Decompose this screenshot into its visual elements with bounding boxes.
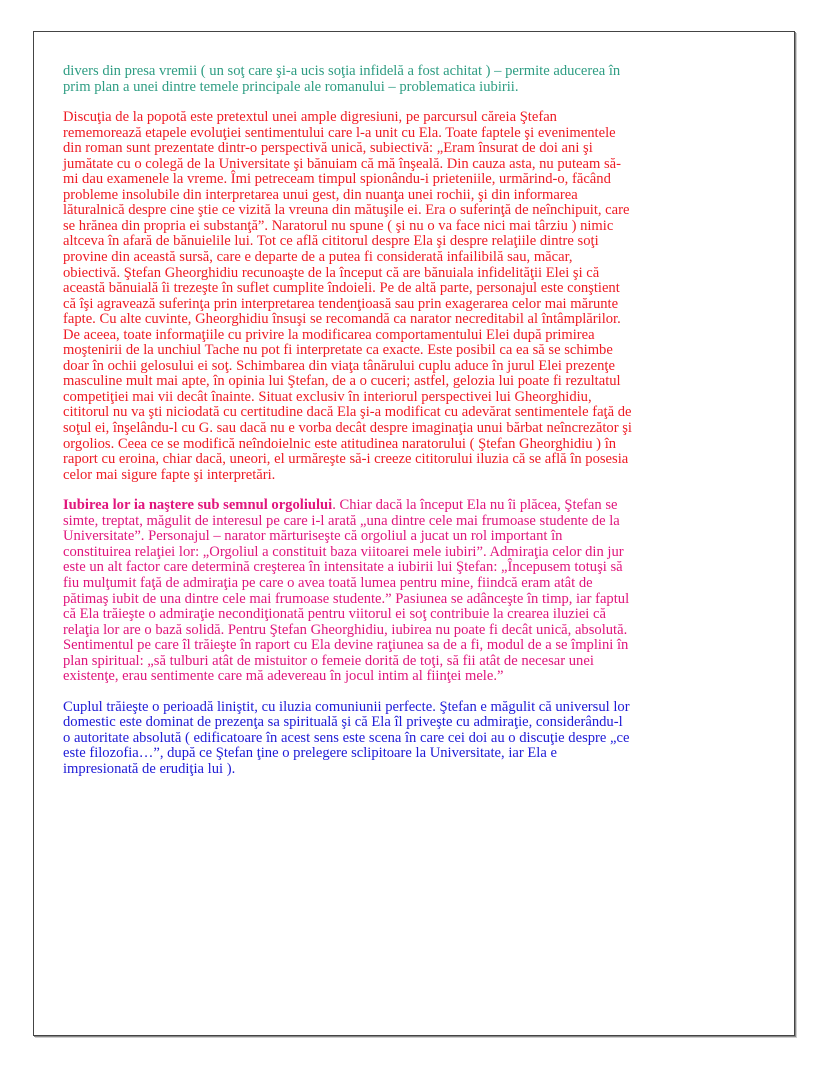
text-line: probleme insolubile din interpretarea unui gest, din nuanţa unei rochii, şi din informarea (63, 186, 578, 203)
text-line: relaţia lor are o bază solidă. Pentru Ştefan Gheorghidiu, iubirea nu poate fi decât unică, absolută. (63, 621, 628, 638)
text-line: competiţiei mai vii decât înainte. Situat exclusiv în interiorul perspectivei lui Gheorghidiu, (63, 388, 592, 405)
text-line: provine din această sursă, care e departe de a putea fi considerată infailibilă sau, măcar, (63, 249, 573, 266)
text-line: mi dau examenele la vreme. Îmi petreceam timpul spionându-i prieteniile, urmărind-o, făcând (63, 171, 611, 188)
text-line: domestic este dominat de prezenţa sa spirituală şi că Ela îl priveşte cu admiraţie, considerându-l (63, 714, 623, 731)
paragraph-press-divers (63, 64, 728, 95)
text-line: din roman sunt prezentate dintr-o perspectivă unică, subiectivă: „Eram însurat de doi ani şi (63, 140, 593, 157)
text-line: simte, treptat, măgulit de interesul pe care i-l arată „una dintre cele mai frumoase studente de la (63, 512, 620, 529)
text-line: este un alt factor care determină creşterea în intensitate a iubirii lui Ştefan: „Începusem totuşi să (63, 559, 623, 576)
text-line: este filozofia…”, după ce Ştefan ţine o prelegere sclipitoare la Universitate, iar Ela e (63, 745, 557, 762)
text-line: prim plan a unei dintre temele principale ale romanului – problematica iubirii. (63, 78, 519, 95)
text-line: masculine mult mai apte, în opinia lui Ştefan, de a o cuceri; astfel, gelozia lui poate fi rezultatul (63, 373, 621, 390)
text-line: raport cu eroina, chiar dacă, uneori, el urmăreşte să-i creeze cititorului iluzia că se află în posesia (63, 451, 629, 468)
text-line: impresionată de erudiţia lui ). (63, 760, 236, 777)
text-line: celor mai sigure fapte şi interpretări. (63, 466, 276, 483)
text-line: altceva în afară de bănuielile lui. Tot ce află cititorul despre Ela şi despre relaţiile dintre soţi (63, 233, 599, 250)
paragraph-love-pride (63, 498, 728, 685)
text-line: plan spiritual: „să tulburi atât de mistuitor o femeie dorită de toţi, să fii atât de necesar unei (63, 652, 594, 669)
text-line: Universitate”. Personajul – narator mărturiseşte că orgoliul a jucat un rol important în (63, 528, 563, 545)
text-line: o autoritate absolută ( edificatoare în acest sens este scena în care cei doi au o discuţie despre „ce (63, 729, 630, 746)
text-line: că Ela trăieşte o admiraţie necondiţionată pentru viitorul ei soţ contribuie la crearea iluziei că (63, 606, 606, 623)
text-line: fapte. Cu alte cuvinte, Gheorghidiu însuşi se recomandă ca narator necreditabil al întâmplărilor. (63, 311, 621, 328)
text-line: . Chiar dacă la început Ela nu îi plăcea, Ştefan se (332, 497, 618, 514)
text-line: cititorul nu va şti niciodată cu certitudine dacă Ela şi-a modificat cu adevărat sentimentele faţă de (63, 404, 632, 421)
text-line: existenţe, erau sentimente care mă adevereau în jocul intim al fiinţei mele.” (63, 668, 504, 685)
text-line: moştenirii de la unchiul Tache nu pot fi interpretate ca exacte. Este posibil ca ea să se schimbe (63, 342, 613, 359)
paragraph-popota-digression (63, 110, 728, 483)
text-line: divers din presa vremii ( un soţ care şi-a ucis soţia infidelă a fost achitat ) – permite aducerea în (63, 63, 621, 79)
text-line: că îşi agravează suferinţa prin interpretarea tendenţioasă sau prin exagerarea celor mai mărunte (63, 295, 619, 312)
text-line: constituirea relaţiei lor: „Orgoliul a constituit baza viitoarei mele iubiri”. Admiraţia celor din jur (63, 543, 624, 560)
text-line: De aceea, toate informaţiile cu privire la modificarea comportamentului Elei după primirea (63, 326, 595, 343)
text-line: soţul ei, înşelându-l cu G. sau dacă nu e vorba decât despre imaginaţia unui bărbat neîncrezător şi (63, 420, 632, 437)
text-line: Sentimentul pe care îl trăieşte în raport cu Ela devine raţiunea sa de a fi, modul de a se împlini în (63, 637, 629, 654)
text-line: Cuplul trăieşte o perioadă liniştit, cu iluzia comuniunii perfecte. Ştefan e măgulit că universul lor (63, 698, 630, 715)
text-line: Discuţia de la popotă este pretextul unei ample digresiuni, pe parcursul căreia Ştefan (63, 109, 557, 126)
document-body (63, 64, 728, 778)
text-line: această bănuială îi trezeşte în suflet cumplite îndoieli. Pe de altă parte, personajul este conştient (63, 280, 620, 297)
text-line: orgolios. Ceea ce se modifică neîndoielnic este atitudinea naratorului ( Ştefan Gheorghidiu ) în (63, 435, 617, 452)
text-line: pătimaş iubit de una dintre cele mai frumoase studente.” Pasiunea se adânceşte în timp, iar faptul (63, 590, 630, 607)
text-line: lăturalnică despre cine ştie ce vizită la vreuna din mătuşile ei. Era o suferinţă de neînchipuit, care (63, 202, 630, 219)
text-line: rememorează etapele evoluţiei sentimentului care l-a unit cu Ela. Toate faptele şi evenimentele (63, 124, 616, 141)
text-line: se hrănea din propria ei substanţă”. Naratorul nu spune ( şi nu o va face nici mai târziu ) nimic (63, 217, 614, 234)
paragraph-heading: Iubirea lor ia naştere sub semnul orgoliului (63, 497, 333, 514)
paragraph-couple-harmony (63, 700, 728, 778)
text-line: jumătate cu o colegă de la Universitate şi bănuiam că mă înşeală. Din cauza asta, nu puteam să- (63, 155, 621, 172)
text-line: obiectivă. Ştefan Gheorghidiu recunoaşte de la început că are bănuiala infidelităţii Elei şi că (63, 264, 600, 281)
text-line: doar în ochii gelosului ei soţ. Schimbarea din viaţa tânărului cuplu aduce în jurul Elei prezenţe (63, 357, 615, 374)
text-line: fiu mulţumit faţă de admiraţia pe care o avea toată lumea pentru mine, fiindcă eram atât de (63, 574, 593, 591)
